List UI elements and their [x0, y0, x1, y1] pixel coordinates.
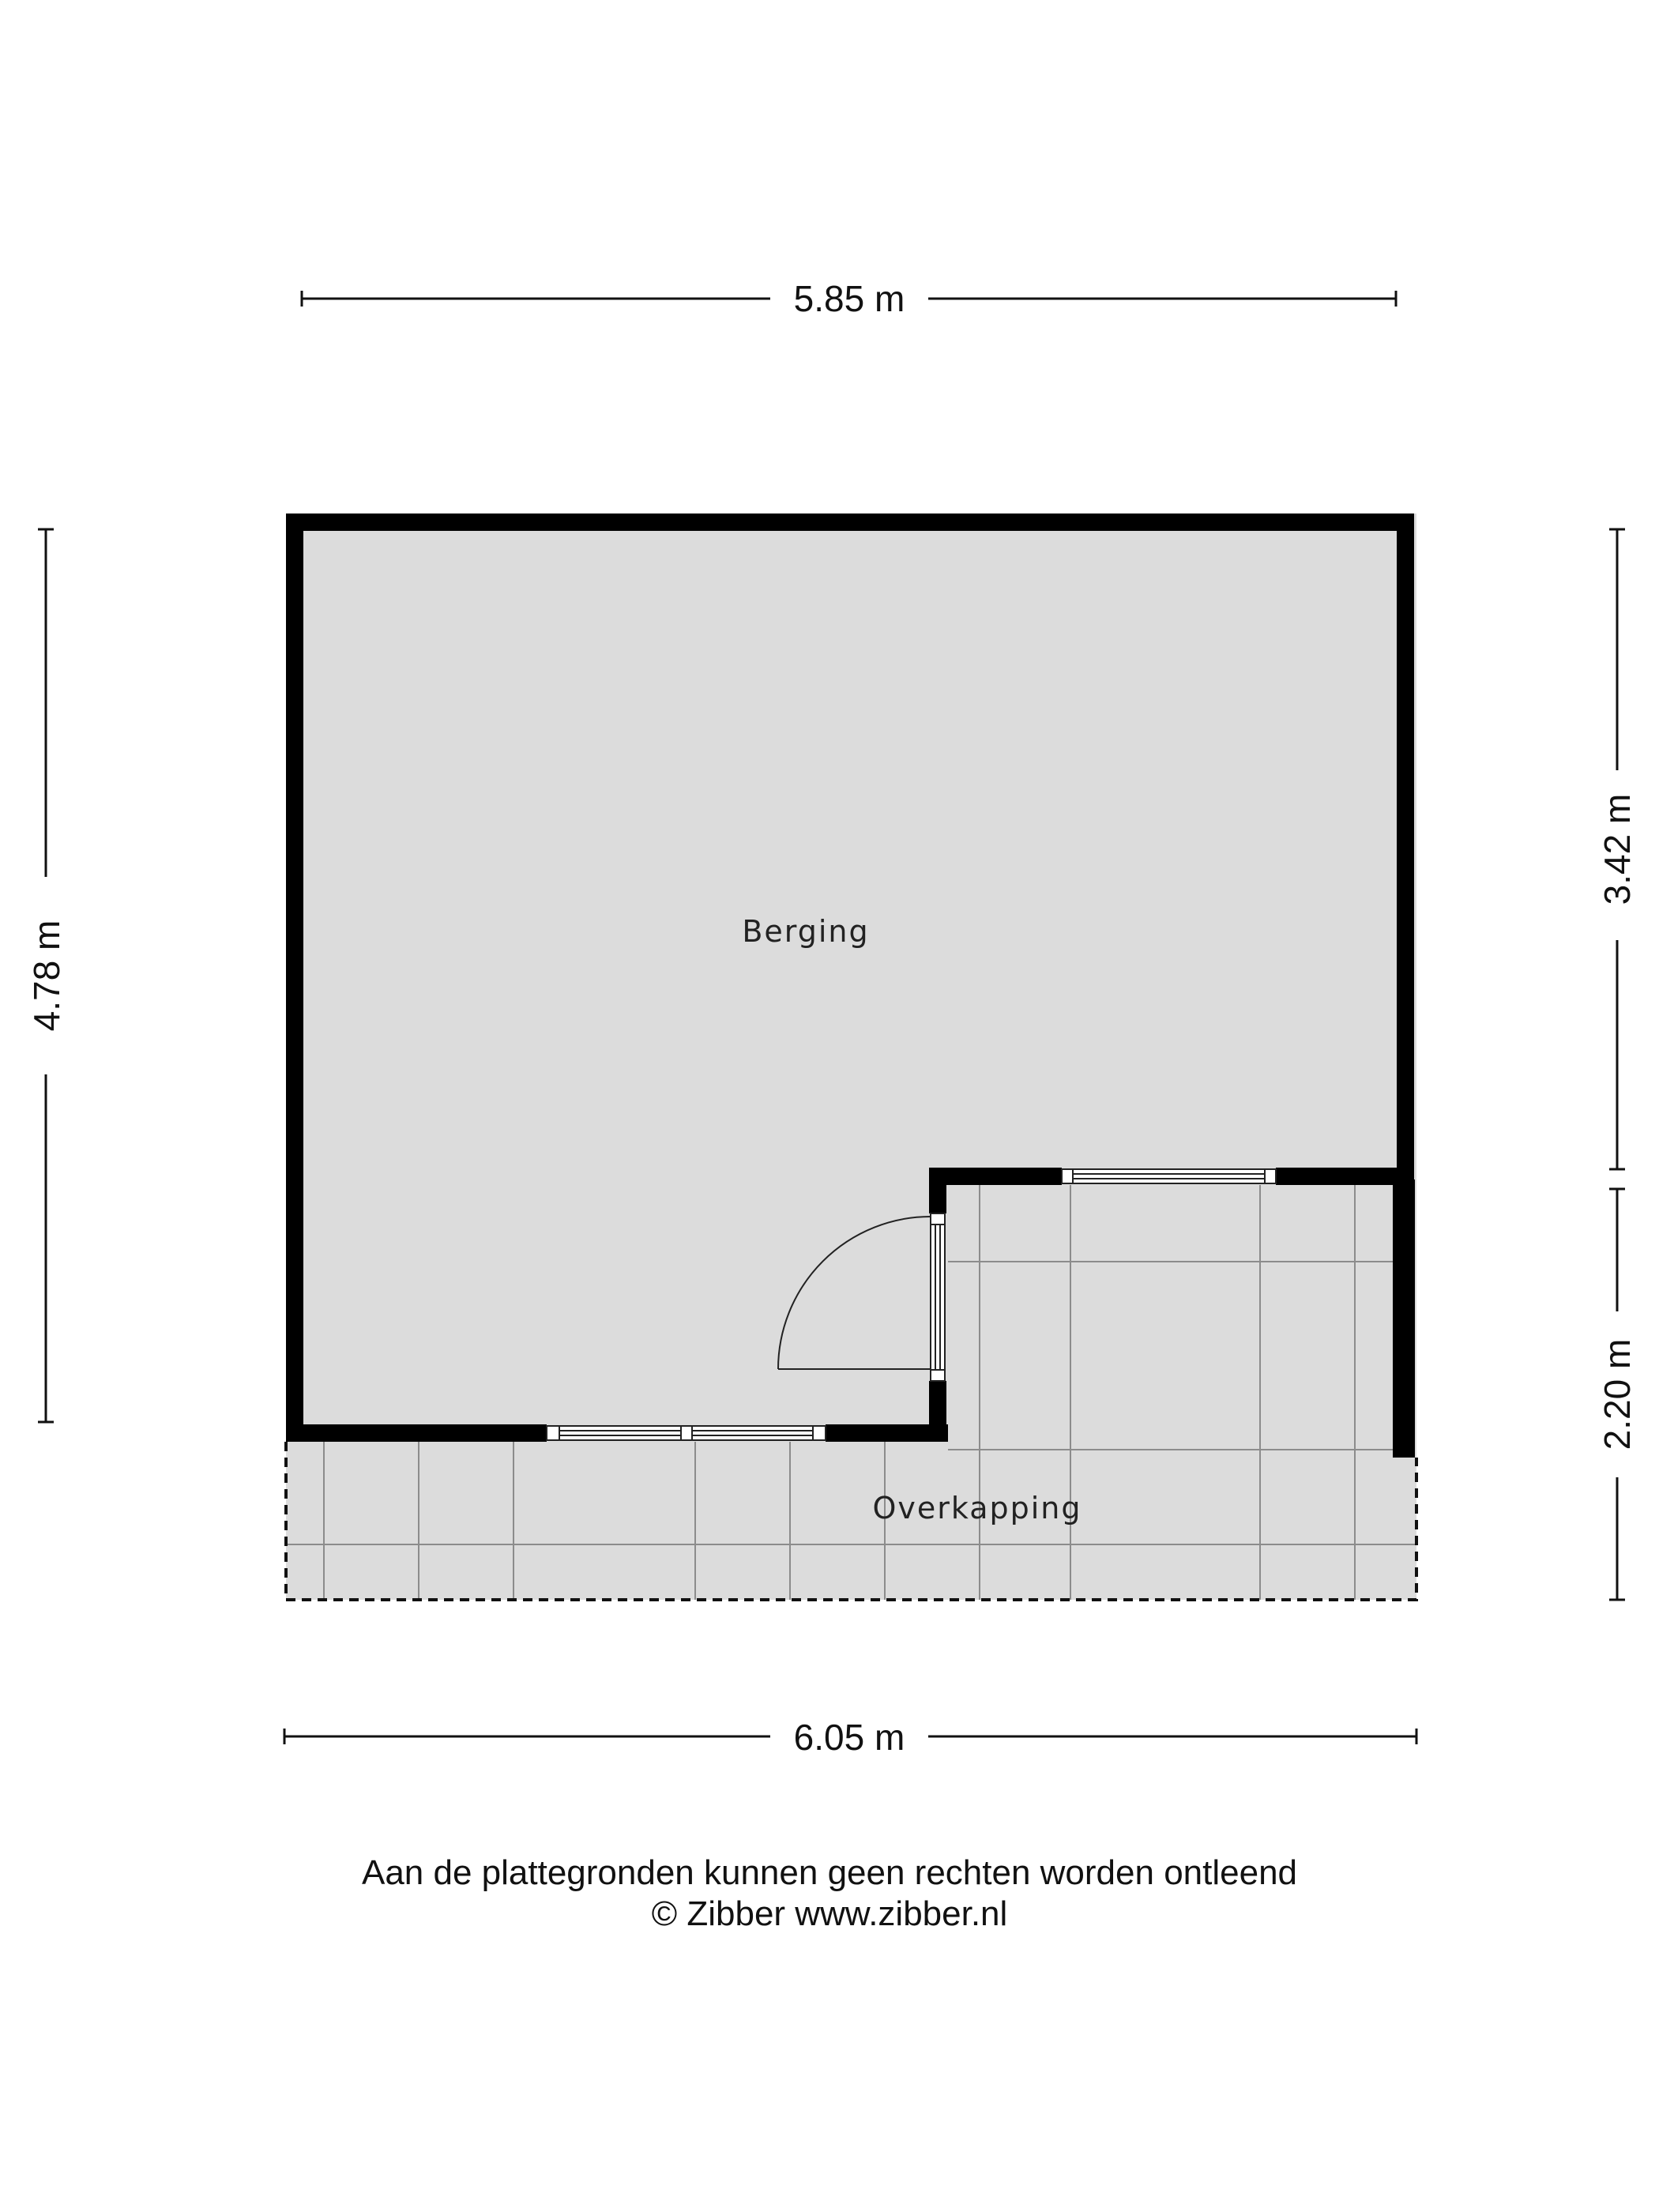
- wall-middle-right: [1276, 1168, 1414, 1185]
- canopy-floor-upper: [948, 1185, 1394, 1458]
- wall-left: [286, 514, 303, 1442]
- wall-inner-lower: [929, 1381, 946, 1442]
- dimension-bottom: [284, 1717, 1416, 1758]
- dimension-bottom-label: 6.05 m: [793, 1717, 905, 1758]
- copyright-text: © Zibber www.zibber.nl: [651, 1894, 1008, 1933]
- door-frame: [931, 1213, 945, 1381]
- middle-window: [1062, 1169, 1276, 1183]
- dimension-right-upper: [1597, 529, 1638, 1169]
- dimension-left: [26, 529, 67, 1422]
- canopy-floor: [286, 1442, 1416, 1600]
- room-label-storage: Berging: [742, 914, 870, 949]
- wall-bottom-left: [286, 1424, 547, 1442]
- dimension-right-upper-label: 3.42 m: [1597, 793, 1638, 905]
- disclaimer-text: Aan de plattegronden kunnen geen rechten worden ontleend: [361, 1853, 1298, 1892]
- dimension-top: [302, 278, 1396, 319]
- wall-right-lower: [1393, 1179, 1415, 1458]
- wall-right-upper: [1397, 514, 1414, 1181]
- dimension-left-label: 4.78 m: [26, 920, 67, 1032]
- wall-top: [286, 514, 1414, 531]
- dimension-right-lower: [1597, 1189, 1638, 1600]
- dimension-right-lower-label: 2.20 m: [1597, 1338, 1638, 1450]
- room-label-canopy: Overkapping: [872, 1491, 1082, 1525]
- bottom-window: [547, 1426, 826, 1440]
- wall-middle-left: [929, 1168, 1062, 1185]
- dimension-top-label: 5.85 m: [793, 278, 905, 319]
